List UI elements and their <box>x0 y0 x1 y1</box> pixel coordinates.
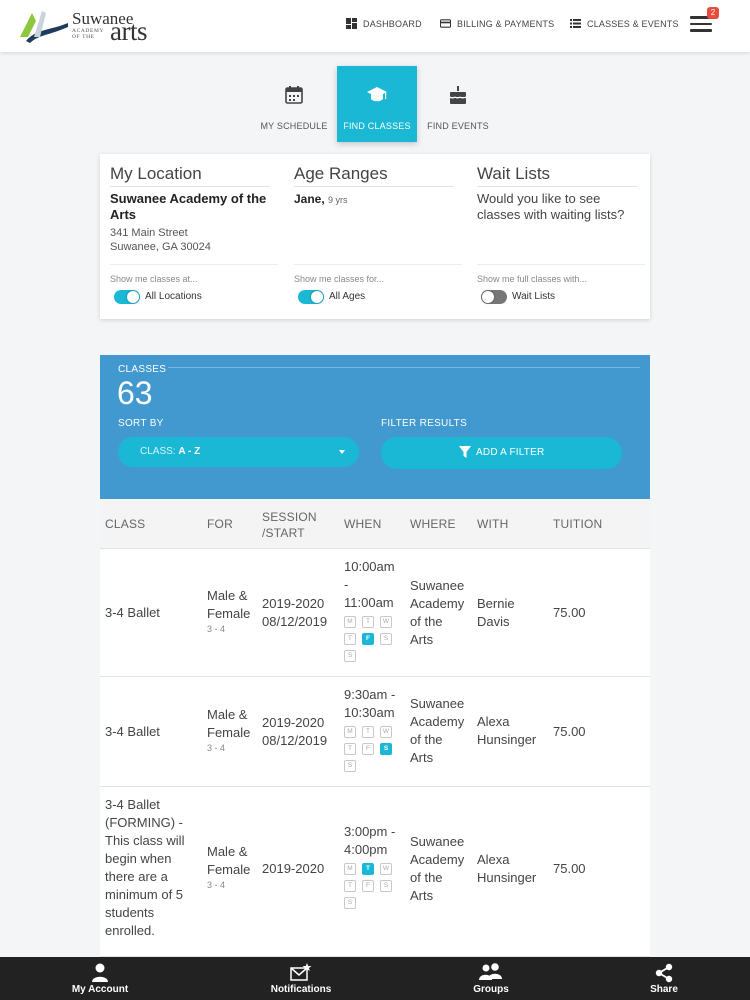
dashboard-icon <box>346 18 357 29</box>
weekday-box: S <box>380 880 392 892</box>
row-gender: Male & Female <box>207 588 251 621</box>
wait-title: Wait Lists <box>477 164 637 187</box>
logo-mark-icon <box>18 7 72 45</box>
nav-billing-label: BILLING & PAYMENTS <box>457 18 555 29</box>
row-gender: Male & Female <box>207 707 251 740</box>
cake-icon <box>447 84 469 106</box>
all-ages-toggle[interactable] <box>298 290 324 304</box>
row-session-start: 08/12/2019 <box>262 614 328 629</box>
row-class[interactable]: 3-4 Ballet (FORMING) - This class will begin when there are a minimum of 5 students enrolled. <box>105 797 185 938</box>
location-address <box>110 226 211 254</box>
academy-logo[interactable] <box>18 7 168 45</box>
top-header <box>0 0 750 52</box>
age-hint: Show me classes for... <box>294 274 385 284</box>
tab-find-events[interactable] <box>418 66 498 142</box>
graduation-cap-icon <box>366 84 388 106</box>
weekday-box: T <box>344 743 356 755</box>
row-where: Suwanee Academy of the Arts <box>410 834 465 903</box>
row-time: 9:30am - 10:30am <box>344 687 396 720</box>
col-when[interactable]: WHEN <box>344 517 382 531</box>
groups-label: Groups <box>473 984 509 995</box>
weekday-box: T <box>362 616 374 628</box>
filter-results-label: FILTER RESULTS <box>381 418 468 429</box>
list-icon <box>570 18 581 29</box>
student-age <box>294 192 348 206</box>
nav-classes-events-label: CLASSES & EVENTS <box>587 18 679 29</box>
row-for <box>207 706 257 754</box>
wait-list-section <box>477 154 645 319</box>
logo-line-2: ACADEMY OF THE <box>72 28 104 40</box>
row-session <box>262 714 327 750</box>
logo-line-3: arts <box>110 16 147 46</box>
row-where: Suwanee Academy of the Arts <box>410 696 465 765</box>
weekday-box: T <box>362 726 374 738</box>
student-age-value: 9 yrs <box>328 195 348 205</box>
address-line-1: 341 Main Street <box>110 227 188 239</box>
age-title: Age Ranges <box>294 164 454 187</box>
sort-value: A - Z <box>178 446 201 457</box>
row-with: Alexa Hunsinger <box>477 852 537 885</box>
row-session-year: 2019-2020 <box>262 861 325 876</box>
credit-card-icon <box>440 18 451 29</box>
sort-prefix: CLASS: <box>140 446 176 457</box>
row-tuition: 75.00 <box>553 724 586 739</box>
row-gender: Male & Female <box>207 844 251 877</box>
row-class[interactable]: 3-4 Ballet <box>105 605 160 620</box>
filter-icon <box>459 446 471 458</box>
all-ages-label: All Ages <box>329 291 366 302</box>
wait-lists-label: Wait Lists <box>512 291 555 302</box>
all-locations-toggle[interactable] <box>114 290 140 304</box>
nav-dashboard-label: DASHBOARD <box>363 18 422 29</box>
row-ages: 3 - 4 <box>207 624 226 634</box>
sort-by-label: SORT BY <box>118 418 164 429</box>
tab-find-classes[interactable] <box>337 66 417 142</box>
weekday-box: W <box>380 616 392 628</box>
table-row[interactable] <box>100 549 650 677</box>
row-time: 3:00pm - 4:00pm <box>344 824 396 857</box>
row-with: Bernie Davis <box>477 596 515 629</box>
row-tuition: 75.00 <box>553 605 586 620</box>
nav-classes-events[interactable] <box>570 18 679 29</box>
preferences-card <box>100 154 650 319</box>
weekday-box: S <box>344 650 356 662</box>
row-with: Alexa Hunsinger <box>477 714 537 747</box>
row-tuition: 75.00 <box>553 861 586 876</box>
weekday-box: S <box>380 743 392 755</box>
row-time: 10:00am - 11:00am <box>344 559 395 610</box>
col-class[interactable]: CLASS <box>105 517 146 531</box>
tab-find-events-label: FIND EVENTS <box>427 121 489 131</box>
classes-label: CLASSES <box>118 364 167 375</box>
menu-notification-badge: 2 <box>707 7 719 19</box>
age-section <box>294 154 462 319</box>
table-row[interactable] <box>100 677 650 787</box>
add-filter-button[interactable] <box>381 437 622 469</box>
chevron-down-icon <box>339 450 345 454</box>
nav-billing[interactable] <box>440 18 554 29</box>
my-account-label: My Account <box>71 984 129 995</box>
wait-question: Would you like to see classes with waiting lists? <box>477 191 625 222</box>
weekday-box: M <box>344 863 356 875</box>
nav-dashboard[interactable] <box>346 18 422 29</box>
col-for[interactable]: FOR <box>207 517 233 531</box>
row-ages: 3 - 4 <box>207 743 226 753</box>
weekday-box: T <box>344 633 356 645</box>
location-section <box>110 154 278 319</box>
weekday-box: M <box>344 616 356 628</box>
row-for <box>207 587 257 635</box>
row-session-year: 2019-2020 <box>262 596 325 611</box>
col-where[interactable]: WHERE <box>410 517 456 531</box>
col-with[interactable]: WITH <box>477 517 509 531</box>
col-session-line-2: /START <box>262 526 305 540</box>
bottom-tab-bar <box>0 957 750 1000</box>
row-session <box>262 595 327 631</box>
location-title: My Location <box>110 164 270 187</box>
row-class[interactable]: 3-4 Ballet <box>105 724 160 739</box>
location-hint: Show me classes at... <box>110 274 198 284</box>
my-account-button[interactable] <box>40 957 160 1000</box>
weekday-box: S <box>344 760 356 772</box>
sort-select[interactable] <box>118 437 359 467</box>
weekday-box: W <box>380 863 392 875</box>
mail-star-icon <box>290 963 312 983</box>
tab-my-schedule-label: MY SCHEDULE <box>260 121 328 131</box>
weekday-box: F <box>362 743 374 755</box>
classes-panel <box>100 355 650 499</box>
col-session[interactable] <box>262 509 317 541</box>
row-session-start: 08/12/2019 <box>262 733 328 748</box>
weekday-box: M <box>344 726 356 738</box>
classes-count: 63 <box>117 375 153 411</box>
weekday-box: F <box>362 633 374 645</box>
row-session <box>262 860 324 878</box>
wait-lists-toggle[interactable] <box>481 290 507 304</box>
row-session-year: 2019-2020 <box>262 715 325 730</box>
notifications-label: Notifications <box>270 984 332 995</box>
row-where: Suwanee Academy of the Arts <box>410 578 465 647</box>
wait-hint: Show me full classes with... <box>477 274 588 284</box>
share-icon <box>654 963 674 983</box>
groups-button[interactable] <box>431 957 551 1000</box>
weekday-box: F <box>362 880 374 892</box>
student-name: Jane, <box>294 192 325 206</box>
weekday-box: W <box>380 726 392 738</box>
row-for <box>207 843 257 891</box>
col-tuition[interactable]: TUITION <box>553 517 603 531</box>
tab-my-schedule[interactable] <box>254 66 334 142</box>
weekday-box: T <box>344 880 356 892</box>
table-header <box>100 499 650 549</box>
share-label: Share <box>650 984 678 995</box>
address-line-2: Suwanee, GA 30024 <box>110 241 211 253</box>
share-button[interactable] <box>604 957 724 1000</box>
weekday-box: S <box>380 633 392 645</box>
user-icon <box>91 963 109 983</box>
tab-find-classes-label: FIND CLASSES <box>343 121 411 131</box>
row-ages: 3 - 4 <box>207 880 226 890</box>
calendar-icon <box>283 84 305 106</box>
add-filter-label: ADD A FILTER <box>476 447 545 458</box>
table-row[interactable] <box>100 787 650 957</box>
groups-icon <box>479 963 503 983</box>
notifications-button[interactable] <box>241 957 361 1000</box>
all-locations-label: All Locations <box>145 291 202 302</box>
weekday-box: S <box>344 897 356 909</box>
location-name: Suwanee Academy of the Arts <box>110 191 267 222</box>
col-session-line-1: SESSION <box>262 510 317 524</box>
weekday-box: T <box>362 863 374 875</box>
logo-line-1: Suwanee <box>72 9 134 28</box>
